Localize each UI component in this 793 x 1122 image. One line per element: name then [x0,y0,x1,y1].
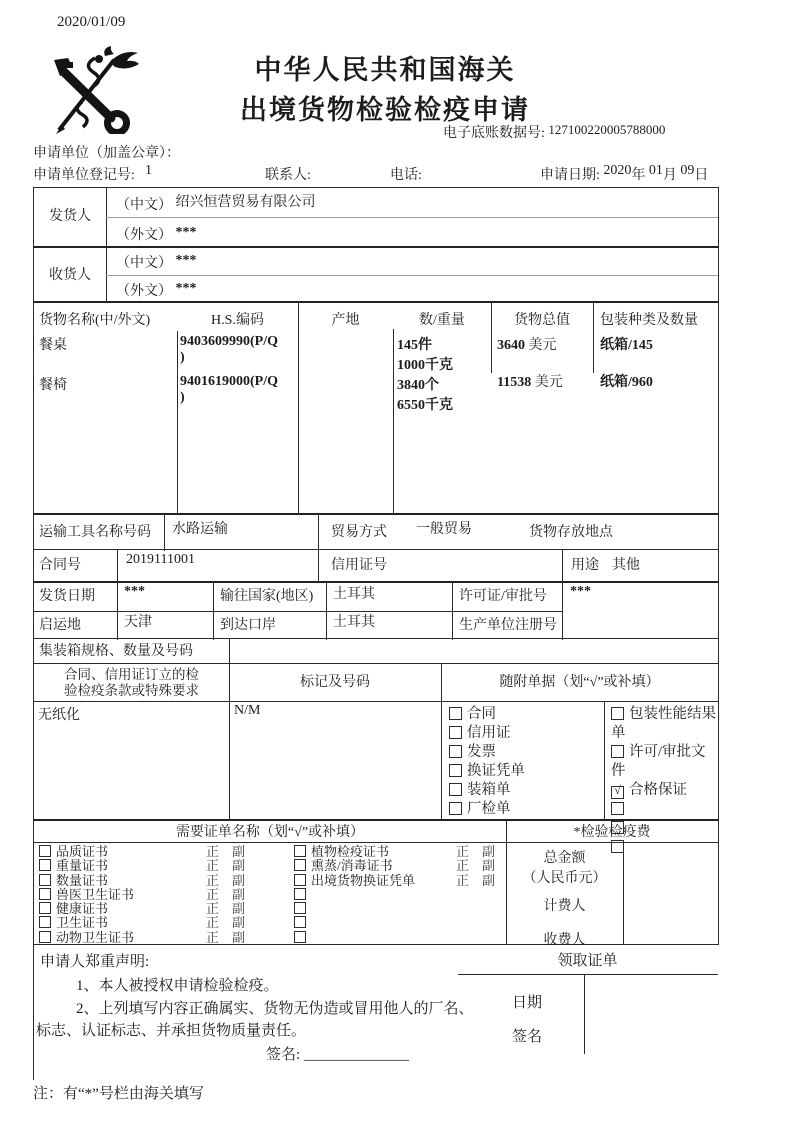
checkbox-exit-voucher[interactable] [294,874,306,886]
declaration-item2: 2、上列填写内容正确属实、货物无伪造或冒用他人的厂名、 [76,1001,474,1017]
license-no-value[interactable]: *** [570,584,591,599]
apply-date-day: 09 [680,163,695,178]
copy-label: 副 [482,872,496,888]
orig-label: 正 [206,901,220,917]
eaccount-value: 127100220005788000 [548,122,666,137]
cn-label: （中文） [116,198,172,213]
docs-checklist-col1 [449,705,525,819]
checkbox-fumigation-cert[interactable] [294,859,306,871]
divider-line [562,550,563,582]
shipment-block [34,581,718,638]
cert-quantity [39,874,134,888]
goods-header-value: 货物总值 [514,313,570,328]
day-unit: 日 [694,168,709,183]
doc-label: 换证凭单 [467,763,525,779]
consignor-cn [116,194,316,214]
departure-value[interactable]: 天津 [124,615,152,630]
marks-value[interactable]: N/M [234,703,261,718]
apply-date [540,164,708,184]
consignor-cn-value[interactable]: 绍兴恒营贸易有限公司 [175,195,316,210]
consignee-label: 收货人 [49,268,91,283]
consignor-row [34,188,718,246]
form-title-line2: 出境货物检验检疫申请 [240,95,530,125]
copy-label: 副 [232,858,246,874]
clauses-header-l1: 合同、信用证订立的检 [64,667,199,682]
dest-country-value[interactable]: 土耳其 [333,587,375,602]
month-unit: 月 [662,168,677,183]
divider-line [106,275,718,276]
doc-label: 发票 [467,744,496,760]
clauses-header-row [34,663,718,701]
departure-label: 启运地 [39,618,81,633]
checkbox-blank[interactable] [611,802,624,815]
goods-header-origin: 产地 [331,313,360,328]
vehicle-value[interactable]: 水路运输 [172,522,228,537]
clauses-header [34,667,229,699]
doc-item-contract [449,705,525,724]
fee-total-unit: （人民币元） [522,871,607,886]
fee-total-label: 总金额 [543,851,586,866]
checkbox-packing-list[interactable] [449,783,462,796]
ship-date-label: 发货日期 [39,589,95,604]
cert-animal-health [39,931,134,945]
goods-qty: 3840个 [397,378,439,393]
certs-col1 [39,845,134,945]
goods-header-hs: H.S.编码 [211,313,264,328]
fee-labels [506,843,623,949]
goods-weight: 1000千克 [397,358,453,373]
copy-label: 副 [232,844,246,859]
trade-mode-value[interactable]: 一般贸易 [416,522,472,537]
orig-label: 正 [206,915,220,931]
value-number: 3640 [497,338,525,353]
cert-label: 卫生证书 [56,915,109,931]
checkbox-packaging-result[interactable] [611,707,624,720]
consignee-cn [116,252,197,272]
doc-label: 信用证 [467,725,511,741]
divider-line [441,702,442,820]
divider-line [584,974,585,1054]
certs-col2 [294,845,415,945]
cert-label: 健康证书 [56,901,109,917]
license-no-label: 许可证/审批号 [459,589,547,604]
hs-line2: ) [180,350,185,365]
divider-line [229,639,230,664]
fn-label: （外文） [116,228,172,243]
consignor-fn [116,224,197,244]
declaration-item2-cont: 标志、认证标志、并承担货物质量责任。 [36,1023,307,1039]
divider-line [318,550,319,582]
copy-label: 副 [482,844,496,859]
divider-line [229,702,230,820]
checkbox-sanitary-cert[interactable] [39,916,51,928]
cert-label: 动物卫生证书 [56,929,135,945]
consignee-fn-value[interactable]: *** [175,281,197,296]
contract-no-value[interactable]: 2019111001 [126,552,195,567]
phone-label: 电话: [390,168,422,183]
cert-blank [294,916,415,930]
cert-label: 重量证书 [56,858,109,874]
goods-value [497,334,557,354]
cert-label: 品质证书 [56,844,109,859]
applicant-unit-label: 申请单位（加盖公章）： [33,146,180,161]
cert-label: 熏蒸/消毒证书 [311,858,393,874]
cert-label: 出境货物换证凭单 [311,872,416,888]
year-unit: 年 [631,168,646,183]
cert-label: 数量证书 [56,872,109,888]
divider-line [117,550,118,582]
doc-item-conformity [611,781,718,800]
certs-header-left: 需要证单名称（划“√”或补填） [175,825,365,840]
goods-weight: 6550千克 [397,398,453,413]
cert-quality [39,845,134,859]
use-value[interactable]: 其他 [612,558,640,573]
cn-label: （中文） [116,256,172,271]
doc-item-blank [611,800,718,819]
divider-line [593,303,594,373]
goods-header-name: 货物名称(中/外文) [39,313,151,328]
divider-line [298,303,299,515]
doc-item-packaging-result [611,705,718,743]
clause-value[interactable]: 无纸化 [38,708,80,723]
use-label: 用途 [571,558,599,573]
fee-biller-label: 计费人 [543,899,586,914]
doc-label: 厂检单 [467,801,511,817]
checkbox-plant-quarantine-cert[interactable] [294,845,306,857]
eaccount-line [443,122,665,142]
declaration-sign-line[interactable]: 签名: ______________ [266,1047,409,1063]
reg-no-label: 申请单位登记号: [33,168,135,183]
doc-label: 包装性能结果单 [611,706,716,741]
declaration-title: 申请人郑重声明: [40,954,150,970]
doc-item-lc [449,724,525,743]
cert-plant-quarantine [294,845,415,859]
checkbox-blank[interactable] [294,931,306,943]
value-unit: 美元 [534,375,563,390]
checkbox-blank[interactable] [294,902,306,914]
trade-mode-label: 贸易方式 [331,525,387,540]
transport-row [34,513,718,549]
orig-label: 正 [206,886,220,902]
checkbox-lc[interactable] [449,726,462,739]
hs-line1: 9401619000(P/Q [180,374,278,389]
apply-date-label: 申请日期: [540,168,600,183]
goods-qty: 145件 [397,338,432,353]
container-label: 集装箱规格、数量及号码 [39,644,193,659]
pickup-sign-label: 签名 [512,1029,543,1045]
doc-label: 许可/审批文件 [611,744,706,779]
checkbox-health-cert[interactable] [39,902,51,914]
vehicle-label: 运输工具名称号码 [39,525,151,540]
attached-docs-row [34,701,718,819]
copy-label: 副 [232,886,246,902]
goods-value [497,371,563,391]
certs-col1-orig-copy [206,845,245,945]
lc-no-label: 信用证号 [331,558,387,573]
checkbox-quality-cert[interactable] [39,845,51,857]
certs-col2-orig-copy [456,845,495,888]
copy-label: 副 [232,915,246,931]
doc-label: 合同 [467,706,496,722]
fee-collector-label: 收费人 [543,933,586,948]
reg-no-value: 1 [145,163,152,178]
checkbox-weight-cert[interactable] [39,859,51,871]
hs-line2: ) [180,390,185,405]
value-unit: 美元 [528,338,557,353]
consignee-fn [116,280,197,300]
container-row [34,638,718,663]
form-main-table [33,187,719,948]
apply-date-year: 2020 [603,163,632,178]
divider-line [177,331,178,515]
goods-name: 餐椅 [39,378,67,393]
consignor-label: 发货人 [49,209,91,224]
cert-fumigation [294,859,415,873]
clauses-header-l2: 验检疫条款或特殊要求 [64,683,199,698]
goods-table [34,301,718,513]
cert-blank [294,931,415,945]
consignee-cn-value[interactable]: *** [175,253,197,268]
divider-line [458,974,718,975]
checkbox-invoice[interactable] [449,745,462,758]
copy-label: 副 [232,872,246,888]
certs-content-row [34,842,718,948]
cert-weight [39,859,134,873]
apply-date-month: 01 [648,163,663,178]
checkbox-blank[interactable] [294,888,306,900]
goods-hs-code [180,374,278,406]
applicant-unit-line [33,142,180,162]
arrival-port-label: 到达口岸 [220,618,276,633]
doc-label: 合格保证 [629,782,687,798]
doc-label: 装箱单 [467,782,511,798]
pickup-title: 领取证单 [557,953,618,969]
goods-header-qty: 数/重量 [419,313,465,328]
declaration-item1: 1、本人被授权申请检验检疫。 [76,978,279,994]
eaccount-label: 电子底账数据号: [443,126,545,141]
checkbox-conformity-checked[interactable] [611,783,624,799]
orig-label: 正 [456,872,470,888]
value-number: 11538 [497,375,532,390]
doc-item-license-doc [611,743,718,781]
orig-label: 正 [206,872,220,888]
orig-label: 正 [206,929,220,945]
cert-blank [294,888,415,902]
check-mark: √ [614,783,621,797]
divider-line [106,217,718,218]
checkbox-vet-health-cert[interactable] [39,888,51,900]
doc-item-factory-inspection [449,800,525,819]
checkbox-license-doc[interactable] [611,745,624,758]
contract-row [34,549,718,581]
divider-line [318,515,319,551]
divider-line [623,843,624,945]
producer-reg-label: 生产单位注册号 [459,618,557,633]
orig-label: 正 [206,844,220,859]
fn-label: （外文） [116,284,172,299]
arrival-port-value[interactable]: 土耳其 [333,615,375,630]
goods-packing: 纸箱/145 [600,338,653,353]
orig-label: 正 [206,858,220,874]
divider-line [393,329,394,515]
cert-exit-voucher [294,874,415,888]
contract-no-label: 合同号 [39,558,81,573]
divider-line [562,583,563,640]
cert-blank [294,902,415,916]
form-title-line1: 中华人民共和国海关 [254,55,516,85]
checkbox-contract[interactable] [449,707,462,720]
copy-label: 副 [232,901,246,917]
checkbox-blank[interactable] [294,916,306,928]
goods-packing: 纸箱/960 [600,375,653,390]
form-footnote: 注：有“*”号栏由海关填写 [33,1086,204,1102]
marks-header: 标记及号码 [300,675,370,690]
declaration-block [33,945,718,1080]
consignor-fn-value[interactable]: *** [175,225,197,240]
certificate-pickup-block [454,945,721,1057]
cert-sanitary [39,916,134,930]
storage-place-label: 货物存放地点 [529,525,613,540]
cert-health [39,902,134,916]
orig-label: 正 [456,858,470,874]
cert-label: 植物检疫证书 [311,844,390,859]
doc-item-invoice [449,743,525,762]
cert-label: 兽医卫生证书 [56,886,135,902]
copy-label: 副 [482,858,496,874]
checkbox-voucher[interactable] [449,764,462,777]
applicant-info-line [33,164,763,186]
copy-label: 副 [232,929,246,945]
checkbox-quantity-cert[interactable] [39,874,51,886]
hs-line1: 9403609990(P/Q [180,334,278,349]
ship-date-value[interactable]: *** [124,584,145,599]
consignee-row [34,246,718,301]
contact-label: 联系人: [265,168,311,183]
certs-header-fee: *检验检疫费 [573,825,651,840]
scan-datestamp: 2020/01/09 [57,14,126,30]
checkbox-factory-inspection[interactable] [449,802,462,815]
certs-header-row [34,819,718,842]
goods-name: 餐桌 [39,338,67,353]
goods-hs-code [180,334,278,366]
attached-docs-header: 随附单据（划“√”或补填） [499,675,660,690]
doc-item-voucher [449,762,525,781]
divider-line [164,515,165,551]
dest-country-label: 输往国家(地区) [220,589,314,604]
orig-label: 正 [456,844,470,859]
goods-header-packing: 包装种类及数量 [600,313,698,328]
pickup-date-label: 日期 [512,995,543,1011]
cert-vet-health [39,888,134,902]
doc-item-packing-list [449,781,525,800]
checkbox-animal-health-cert[interactable] [39,931,51,943]
divider-line [604,702,605,820]
